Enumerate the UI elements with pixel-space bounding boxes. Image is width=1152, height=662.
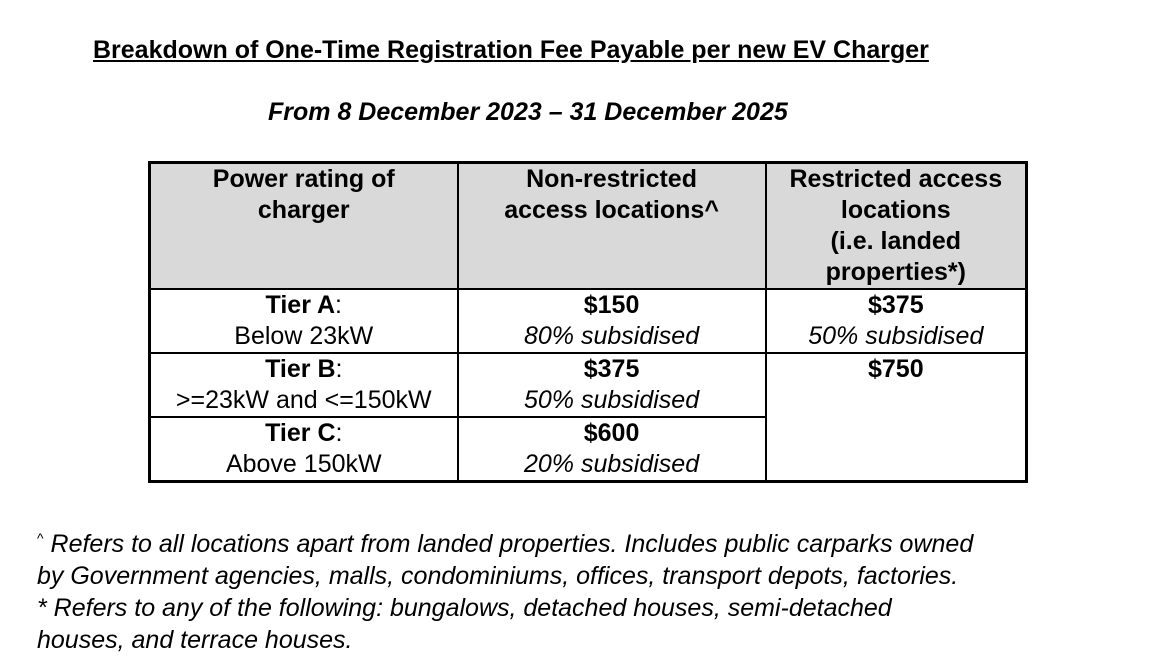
tier-colon: : xyxy=(335,419,343,447)
subsidy-text: 20% subsidised xyxy=(524,450,700,478)
header-line: (i.e. landed xyxy=(830,227,962,255)
footnote-text: houses, and terrace houses. xyxy=(37,626,353,654)
nonrestricted-fee-cell xyxy=(458,289,766,353)
fee-amount: $375 xyxy=(583,355,640,383)
caret-mark: ^ xyxy=(37,530,44,546)
header-non-restricted xyxy=(458,163,766,290)
tier-cell xyxy=(150,417,458,482)
power-range: Above 150kW xyxy=(225,450,382,478)
fee-table xyxy=(148,161,1028,483)
tier-colon: : xyxy=(335,291,342,319)
footnote-caret xyxy=(37,522,1137,560)
header-line: charger xyxy=(257,196,350,224)
date-range-subtitle: From 8 December 2023 – 31 December 2025 xyxy=(268,98,788,126)
header-power-rating xyxy=(150,163,458,290)
header-restricted xyxy=(766,163,1027,290)
nonrestricted-fee-cell xyxy=(458,353,766,417)
fee-amount: $750 xyxy=(867,355,924,383)
fee-amount: $150 xyxy=(583,291,640,319)
power-range: >=23kW and <=150kW xyxy=(175,386,432,414)
header-line: properties*) xyxy=(825,258,966,286)
table-row-tier-b xyxy=(150,353,1027,417)
header-line: Power rating of xyxy=(212,165,395,193)
tier-name: Tier A xyxy=(265,291,336,319)
footnotes xyxy=(37,522,1137,656)
table-row-tier-a xyxy=(150,289,1027,353)
header-line: Restricted access xyxy=(789,165,1003,193)
footnote-star: * Refers to any of the following: bungalows, detached houses, semi-detached xyxy=(37,594,892,622)
header-line: access locations^ xyxy=(504,196,719,224)
header-line: locations xyxy=(840,196,951,224)
fee-amount: $600 xyxy=(583,419,640,447)
subsidy-text: 50% subsidised xyxy=(808,322,984,350)
tier-cell xyxy=(150,289,458,353)
subsidy-text: 50% subsidised xyxy=(524,386,700,414)
footnote-text: Refers to all locations apart from landed properties. Includes public carparks owned xyxy=(43,530,974,558)
tier-name: Tier B xyxy=(265,355,336,383)
fee-amount: $375 xyxy=(867,291,924,319)
header-line: Non-restricted xyxy=(526,165,697,193)
power-range: Below 23kW xyxy=(234,322,374,350)
document-title: Breakdown of One-Time Registration Fee Payable per new EV Charger xyxy=(93,36,929,64)
table-header-row xyxy=(150,163,1027,290)
tier-cell xyxy=(150,353,458,417)
subsidy-text: 80% subsidised xyxy=(524,322,700,350)
tier-colon: : xyxy=(335,355,343,383)
nonrestricted-fee-cell xyxy=(458,417,766,482)
tier-name: Tier C xyxy=(265,419,336,447)
restricted-fee-cell xyxy=(766,289,1027,353)
restricted-fee-cell-merged xyxy=(766,353,1027,482)
footnote-text: by Government agencies, malls, condominiums, offices, transport depots, factories. xyxy=(37,562,959,590)
